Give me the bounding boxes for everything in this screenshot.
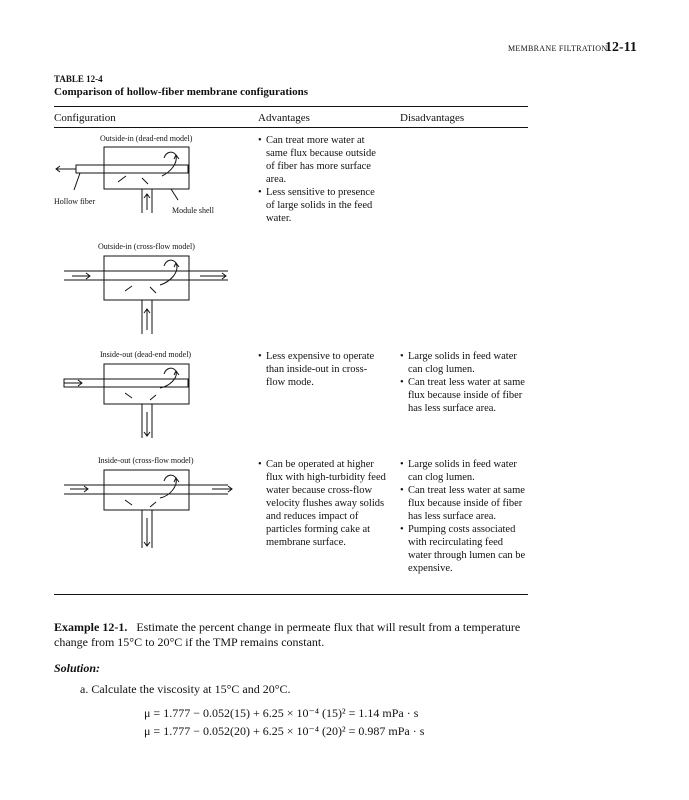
column-header-disadvantages: Disadvantages: [400, 112, 465, 124]
config-label-1: Outside-in (dead-end model): [100, 134, 193, 143]
example-label: Example 12-1.: [54, 620, 128, 634]
solution-heading: Solution:: [54, 661, 101, 675]
table-caption: Comparison of hollow-fiber membrane configurations: [54, 86, 309, 98]
column-header-configuration: Configuration: [54, 112, 116, 124]
list-item: • Less expensive to operate than inside-out in cross-flow mode.: [258, 350, 386, 389]
solution-step-a: a. Calculate the viscosity at 15°C and 20°C.: [80, 682, 291, 696]
example-paragraph: [54, 620, 534, 650]
running-title: MEMBRANE FILTRATION: [508, 44, 608, 53]
list-item: • Can treat more water at same flux because outside of fiber has more surface area.: [258, 134, 386, 186]
list-item: • Large solids in feed water can clog lumen.: [400, 458, 528, 484]
config-label-4: Inside-out (cross-flow model): [98, 456, 194, 465]
equation-1: μ = 1.777 − 0.052(15) + 6.25 × 10⁻⁴ (15)² = 1.14 mPa · s: [144, 706, 419, 720]
list-item: • Can treat less water at same flux because inside of fiber has less surface area.: [400, 484, 528, 523]
list-item: • Large solids in feed water can clog lumen.: [400, 350, 528, 376]
table-bottom-rule: [54, 594, 528, 595]
table-number: TABLE 12-4: [54, 74, 103, 84]
disadvantages-row-4: [400, 458, 528, 575]
column-header-advantages: Advantages: [258, 112, 310, 124]
config-label-3: Inside-out (dead-end model): [100, 350, 192, 359]
equation-2: μ = 1.777 − 0.052(20) + 6.25 × 10⁻⁴ (20)² = 0.987 mPa · s: [144, 724, 425, 738]
disadvantages-row-3: [400, 350, 528, 415]
list-item: • Can be operated at higher flux with high-turbidity feed water because cross-flow velocity flushes away solids and reduces impact of particles forming cake at membrane surface.: [258, 458, 392, 549]
config-label-2: Outside-in (cross-flow model): [98, 242, 195, 251]
hollow-fiber-label: Hollow fiber: [54, 197, 96, 206]
list-item: • Can treat less water at same flux because inside of fiber has less surface area.: [400, 376, 528, 415]
advantages-row-1: [258, 134, 386, 225]
module-shell-label: Module shell: [172, 206, 214, 215]
list-item: • Pumping costs associated with recirculating feed water through lumen can be expensive.: [400, 523, 528, 575]
example-text: Estimate the percent change in permeate flux that will result from a temperature change from 15°C to 20°C if the TMP remains constant.: [54, 620, 521, 649]
advantages-row-3: [258, 350, 386, 389]
page-number: 12-11: [605, 40, 637, 55]
list-item: • Less sensitive to presence of large solids in the feed water.: [258, 186, 386, 225]
advantages-row-4: [258, 458, 392, 549]
